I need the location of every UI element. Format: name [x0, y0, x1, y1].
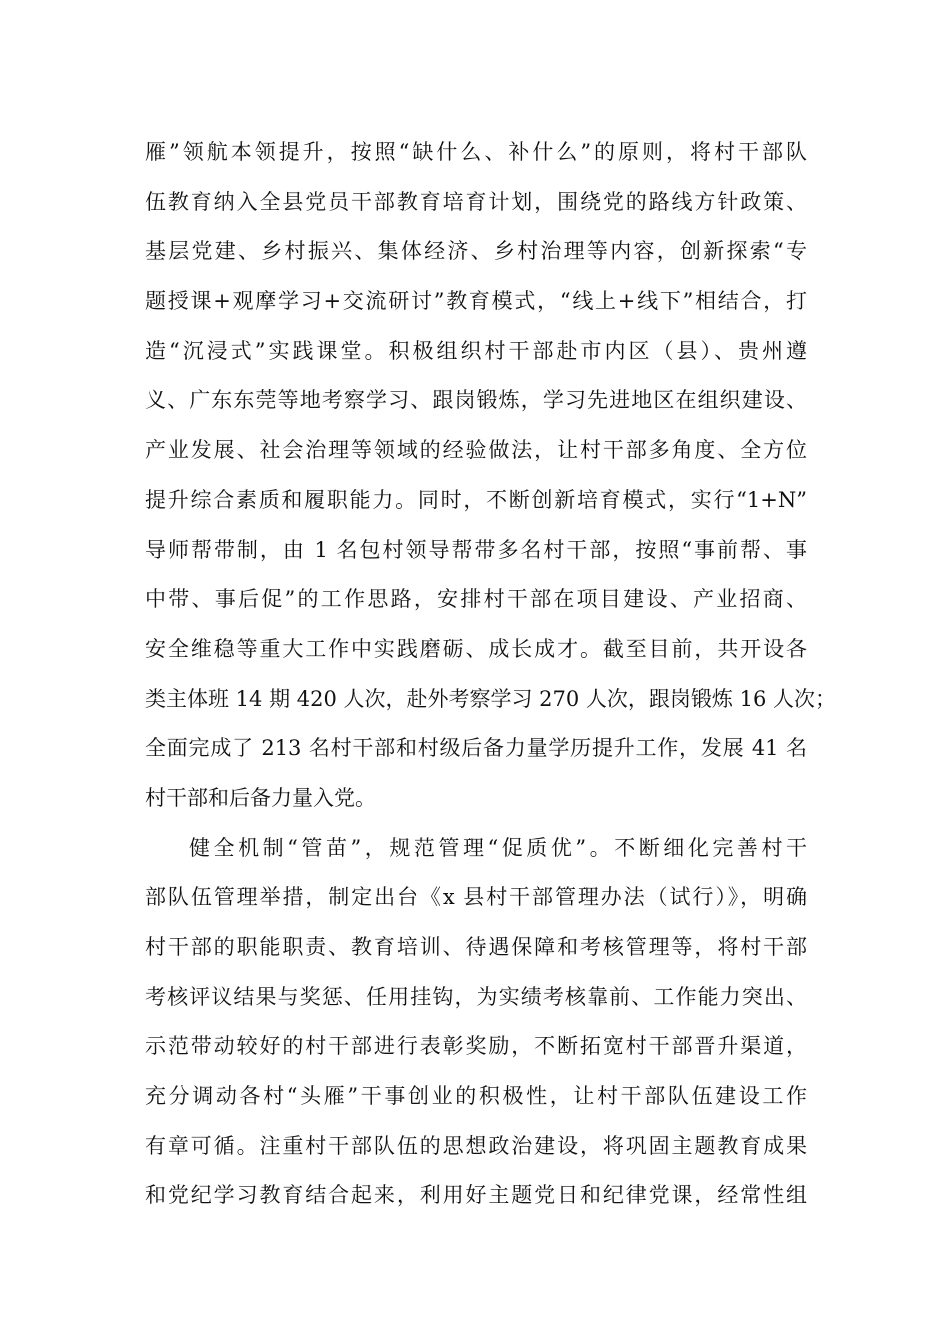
text-line: 类主体班 14 期 420 人次，赴外考察学习 270 人次，跟岗锻炼 16 人次； — [145, 686, 837, 711]
text-line: 考核评议结果与奖惩、任用挂钩，为实绩考核靠前、工作能力突出、 — [145, 984, 807, 1009]
text-line: 导师帮带制，由 1 名包村领导帮带多名村干部，按照“事前帮、事 — [145, 537, 807, 562]
paragraph-training — [145, 128, 837, 824]
text-line: 充分调动各村“头雁”干事创业的积极性，让村干部队伍建设工作 — [145, 1084, 807, 1109]
text-line: 基层党建、乡村振兴、集体经济、乡村治理等内容，创新探索“专 — [145, 239, 807, 264]
text-line: 义、广东东莞等地考察学习、跟岗锻炼，学习先进地区在组织建设、 — [145, 388, 807, 413]
paragraph-management — [145, 824, 807, 1222]
text-line: 全面完成了 213 名村干部和村级后备力量学历提升工作，发展 41 名 — [145, 736, 807, 761]
text-line: 示范带动较好的村干部进行表彰奖励，不断拓宽村干部晋升渠道， — [145, 1034, 807, 1059]
text-line: 有章可循。注重村干部队伍的思想政治建设，将巩固主题教育成果 — [145, 1133, 807, 1158]
text-line: 提升综合素质和履职能力。同时，不断创新培育模式，实行“1+N” — [145, 487, 807, 512]
text-line: 健全机制“管苗”，规范管理“促质优”。不断细化完善村干 — [189, 835, 807, 860]
text-line: 村干部和后备力量入党。 — [145, 785, 376, 810]
text-line: 题授课+观摩学习+交流研讨”教育模式，“线上+线下”相结合，打 — [145, 289, 807, 314]
text-line: 雁”领航本领提升，按照“缺什么、补什么”的原则，将村干部队 — [145, 140, 807, 164]
text-line: 造“沉浸式”实践课堂。积极组织村干部赴市内区（县）、贵州遵 — [145, 338, 807, 363]
text-line: 部队伍管理举措，制定出台《x 县村干部管理办法（试行）》，明确 — [145, 885, 807, 910]
text-line: 产业发展、社会治理等领域的经验做法，让村干部多角度、全方位 — [145, 438, 807, 463]
text-line: 和党纪学习教育结合起来，利用好主题党日和纪律党课，经常性组 — [145, 1183, 807, 1208]
text-line: 中带、事后促”的工作思路，安排村干部在项目建设、产业招商、 — [145, 587, 807, 612]
text-line: 伍教育纳入全县党员干部教育培育计划，围绕党的路线方针政策、 — [145, 189, 807, 214]
text-line: 村干部的职能职责、教育培训、待遇保障和考核管理等，将村干部 — [145, 935, 807, 959]
text-line: 安全维稳等重大工作中实践磨砺、成长成才。截至目前，共开设各 — [145, 636, 807, 661]
document-page — [145, 128, 837, 1221]
